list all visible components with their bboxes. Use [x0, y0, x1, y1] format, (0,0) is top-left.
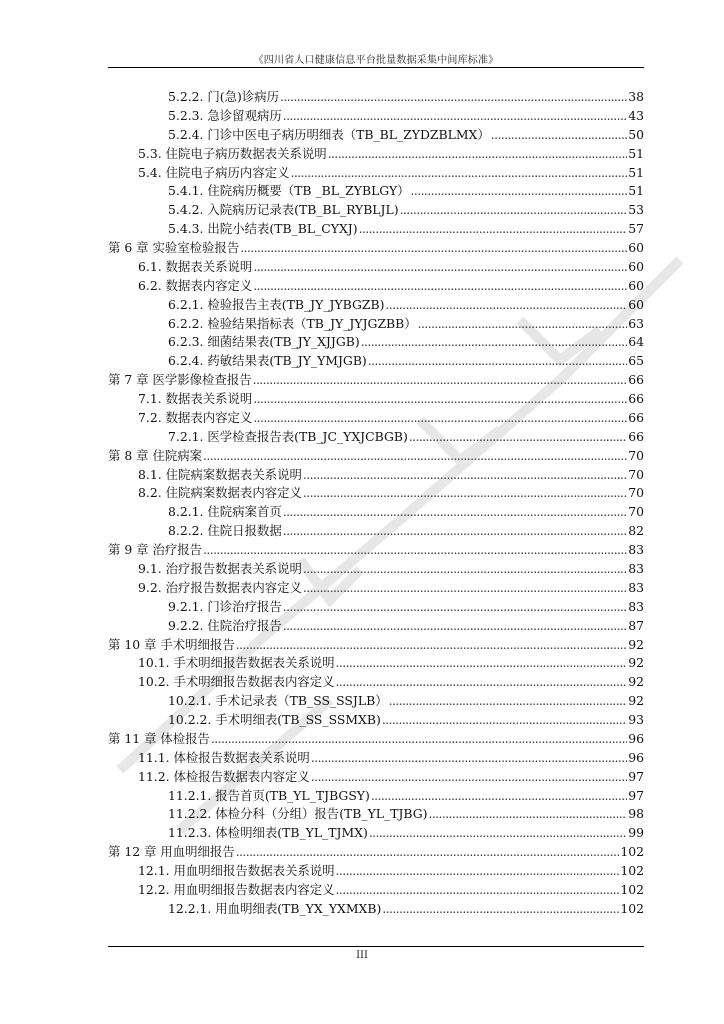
- toc-leader-dots: [429, 805, 628, 823]
- toc-entry[interactable]: [138, 466, 644, 484]
- toc-entry-page: 51: [628, 164, 644, 180]
- toc-entry[interactable]: [168, 352, 644, 370]
- toc-entry-page: 92: [628, 674, 644, 690]
- toc-entry-label: 第 7 章 医学影像检查报告: [108, 372, 252, 388]
- toc-entry-page: 66: [628, 409, 644, 425]
- toc-entry-label: 第 8 章 住院病案: [108, 447, 203, 463]
- toc-entry-page: 70: [628, 504, 644, 520]
- toc-leader-dots: [382, 711, 627, 729]
- header-rule: [108, 67, 644, 68]
- toc-entry[interactable]: [138, 258, 644, 276]
- toc-leader-dots: [369, 824, 627, 842]
- toc-leader-dots: [336, 673, 628, 691]
- toc-entry[interactable]: [138, 390, 644, 408]
- toc-leader-dots: [203, 541, 627, 559]
- toc-entry-page: 57: [628, 221, 644, 237]
- toc-entry[interactable]: [168, 88, 644, 106]
- toc-entry[interactable]: [168, 107, 644, 125]
- toc-entry-label: 7.1. 数据表关系说明: [138, 391, 253, 407]
- toc-entry[interactable]: [168, 617, 644, 635]
- toc-entry[interactable]: [168, 220, 644, 238]
- toc-entry-page: 96: [628, 749, 644, 765]
- toc-leader-dots: [283, 503, 627, 521]
- toc-entry[interactable]: [108, 371, 644, 389]
- toc-leader-dots: [336, 654, 628, 672]
- toc-entry[interactable]: [168, 428, 644, 446]
- toc-leader-dots: [303, 466, 627, 484]
- toc-entry[interactable]: [168, 711, 644, 729]
- toc-entry[interactable]: [138, 768, 644, 786]
- toc-entry-page: 92: [628, 655, 644, 671]
- toc-entry[interactable]: [168, 805, 644, 823]
- toc-entry-label: 12.2. 用血明细报告数据表内容定义: [138, 881, 335, 897]
- toc-entry-page: 66: [628, 372, 644, 388]
- toc-leader-dots: [211, 730, 627, 748]
- toc-entry[interactable]: [138, 145, 644, 163]
- toc-entry[interactable]: [168, 333, 644, 351]
- toc-entry[interactable]: [108, 541, 644, 559]
- toc-entry[interactable]: [168, 315, 644, 333]
- toc-entry-label: 6.2.1. 检验报告主表(TB_JY_JYBGZB): [168, 296, 385, 312]
- toc-entry[interactable]: [168, 598, 644, 616]
- toc-entry[interactable]: [138, 579, 644, 597]
- toc-entry-page: 92: [628, 693, 644, 709]
- toc-entry-page: 83: [628, 561, 644, 576]
- toc-entry[interactable]: [168, 787, 644, 805]
- toc-leader-dots: [385, 296, 627, 314]
- toc-entry-page: 102: [620, 881, 644, 897]
- toc-leader-dots: [253, 258, 627, 276]
- toc-entry-page: 60: [628, 277, 644, 293]
- toc-leader-dots: [400, 201, 628, 219]
- toc-entry-page: 102: [620, 844, 644, 860]
- toc-entry[interactable]: [108, 730, 644, 748]
- toc-entry-page: 82: [628, 523, 644, 539]
- toc-entry-label: 9.2. 治疗报告数据表内容定义: [138, 579, 302, 595]
- toc-leader-dots: [253, 390, 627, 408]
- toc-entry-page: 93: [628, 712, 644, 728]
- toc-entry[interactable]: [168, 182, 644, 200]
- toc-entry-label: 5.2.2. 门(急)诊病历: [168, 89, 280, 104]
- toc-entry-page: 51: [628, 145, 644, 161]
- toc-entry-page: 70: [628, 447, 644, 463]
- toc-leader-dots: [236, 843, 620, 861]
- toc-leader-dots: [280, 88, 627, 106]
- toc-entry-page: 83: [628, 542, 644, 558]
- toc-leader-dots: [389, 692, 628, 710]
- toc-entry-label: 11.1. 体检报告数据表关系说明: [138, 749, 310, 765]
- toc-entry-page: 66: [628, 391, 644, 407]
- toc-entry-label: 7.2. 数据表内容定义: [138, 409, 253, 425]
- toc-entry-page: 70: [628, 485, 644, 501]
- toc-leader-dots: [418, 315, 628, 333]
- toc-entry-label: 5.2.4. 门诊中医电子病历明细表（TB_BL_ZYDZBLMX）: [168, 126, 490, 142]
- toc-entry-label: 9.2.1. 门诊治疗报告: [168, 598, 282, 614]
- toc-leader-dots: [253, 409, 627, 427]
- toc-leader-dots: [491, 126, 627, 144]
- toc-leader-dots: [236, 636, 628, 654]
- toc-entry-page: 97: [628, 768, 644, 784]
- toc-entry-label: 6.2.4. 药敏结果表(TB_JY_YMJGB): [168, 353, 367, 369]
- toc-entry-label: 5.4.3. 出院小结表(TB_BL_CYXJ): [168, 221, 358, 237]
- toc-leader-dots: [311, 749, 627, 767]
- toc-leader-dots: [336, 862, 620, 880]
- toc-entry-label: 第 12 章 用血明细报告: [108, 844, 235, 860]
- toc-entry-label: 9.1. 治疗报告数据表关系说明: [138, 561, 302, 576]
- toc-leader-dots: [311, 768, 627, 786]
- toc-entry-label: 8.1. 住院病案数据表关系说明: [138, 466, 302, 482]
- toc-leader-dots: [328, 145, 628, 163]
- toc-entry[interactable]: [168, 692, 644, 710]
- toc-entry-label: 5.2.3. 急诊留观病历: [168, 107, 282, 123]
- toc-entry[interactable]: [108, 636, 644, 654]
- toc-entry-label: 9.2.2. 住院治疗报告: [168, 617, 282, 633]
- toc-entry-page: 64: [628, 334, 644, 350]
- toc-entry-page: 60: [628, 240, 644, 256]
- toc-leader-dots: [411, 182, 628, 200]
- page-number: III: [356, 950, 368, 961]
- toc-entry[interactable]: [138, 654, 644, 672]
- toc-leader-dots: [283, 598, 627, 616]
- toc-entry[interactable]: [168, 522, 644, 540]
- toc-entry[interactable]: [168, 900, 644, 918]
- toc-entry[interactable]: [138, 409, 644, 427]
- toc-entry-label: 10.2.2. 手术明细表(TB_SS_SSMXB): [168, 712, 381, 728]
- toc-leader-dots: [336, 881, 620, 899]
- toc-entry[interactable]: [138, 277, 644, 295]
- toc-entry[interactable]: [138, 881, 644, 899]
- toc-entry[interactable]: [168, 503, 644, 521]
- toc-leader-dots: [303, 560, 627, 578]
- toc-leader-dots: [283, 522, 627, 540]
- toc-entry-label: 5.3. 住院电子病历数据表关系说明: [138, 145, 327, 161]
- toc-entry-label: 11.2.2. 体检分科（分组）报告(TB_YL_TJBG): [168, 806, 428, 822]
- toc-entry-page: 60: [628, 258, 644, 274]
- toc-entry[interactable]: [168, 296, 644, 314]
- toc-entry-label: 8.2.1. 住院病案首页: [168, 504, 282, 520]
- toc-entry-page: 102: [620, 900, 644, 916]
- toc-leader-dots: [303, 579, 627, 597]
- toc-leader-dots: [359, 220, 628, 238]
- toc-entry-label: 6.1. 数据表关系说明: [138, 258, 253, 274]
- toc-entry-page: 70: [628, 466, 644, 482]
- toc-entry-page: 63: [628, 315, 644, 331]
- toc-leader-dots: [283, 617, 627, 635]
- toc-entry-page: 98: [628, 806, 644, 822]
- toc-entry[interactable]: [138, 862, 644, 880]
- toc-entry-label: 7.2.1. 医学检查报告表(TB_JC_YXJCBGB): [168, 428, 408, 444]
- toc-leader-dots: [409, 428, 627, 446]
- toc-leader-dots: [361, 333, 628, 351]
- footer-rule: [108, 946, 644, 947]
- toc-entry-label: 第 10 章 手术明细报告: [108, 636, 235, 652]
- page-header: 《四川省人口健康信息平台批量数据采集中间库标准》: [253, 55, 499, 66]
- toc-entry[interactable]: [138, 164, 644, 182]
- toc-entry-page: 66: [628, 428, 644, 444]
- toc-entry-label: 第 9 章 治疗报告: [108, 542, 203, 558]
- toc-entry-page: 87: [628, 617, 644, 633]
- toc-leader-dots: [303, 484, 627, 502]
- toc-entry-page: 50: [628, 126, 644, 142]
- toc-entry-page: 38: [628, 89, 644, 104]
- toc-entry-page: 102: [620, 863, 644, 879]
- toc-entry[interactable]: [168, 126, 644, 144]
- toc-entry-label: 6.2.2. 检验结果指标表（TB_JY_JYJGZBB）: [168, 315, 417, 331]
- toc-entry[interactable]: [138, 484, 644, 502]
- toc-entry-page: 97: [628, 787, 644, 803]
- toc-entry-label: 10.2. 手术明细报告数据表内容定义: [138, 674, 335, 690]
- toc-entry-label: 12.1. 用血明细报告数据表关系说明: [138, 863, 335, 879]
- toc-entry[interactable]: [168, 824, 644, 842]
- toc-entry-page: 96: [628, 730, 644, 746]
- toc-entry-label: 11.2.1. 报告首页(TB_YL_TJBGSY): [168, 787, 370, 803]
- toc-entry-label: 8.2. 住院病案数据表内容定义: [138, 485, 302, 501]
- toc-entry-label: 6.2. 数据表内容定义: [138, 277, 253, 293]
- toc-entry-label: 11.2.3. 体检明细表(TB_YL_TJMX): [168, 825, 368, 841]
- toc-leader-dots: [291, 164, 628, 182]
- toc-leader-dots: [253, 371, 628, 389]
- toc-entry-label: 5.4.2. 入院病历记录表(TB_BL_RYBLJL): [168, 202, 399, 218]
- toc-entry[interactable]: [108, 239, 644, 257]
- toc-leader-dots: [283, 107, 627, 125]
- toc-entry-page: 83: [628, 579, 644, 595]
- toc-entry-page: 99: [628, 825, 644, 841]
- toc-leader-dots: [253, 277, 627, 295]
- toc-entry-page: 51: [628, 183, 644, 199]
- toc-entry-page: 60: [628, 296, 644, 312]
- toc-entry[interactable]: [138, 560, 644, 578]
- toc-entry-label: 第 11 章 体检报告: [108, 730, 210, 746]
- toc-leader-dots: [240, 239, 627, 257]
- toc-leader-dots: [371, 787, 627, 805]
- toc-leader-dots: [368, 352, 627, 370]
- toc-entry-label: 5.4. 住院电子病历内容定义: [138, 164, 290, 180]
- toc-leader-dots: [203, 447, 627, 465]
- toc-entry-label: 6.2.3. 细菌结果表(TB_JY_XJJGB): [168, 334, 360, 350]
- toc-entry-page: 53: [628, 202, 644, 218]
- toc-entry-label: 12.2.1. 用血明细表(TB_YX_YXMXB): [168, 900, 382, 916]
- toc-entry[interactable]: [168, 201, 644, 219]
- toc-leader-dots: [382, 900, 619, 918]
- toc-entry-label: 8.2.2. 住院日报数据: [168, 523, 282, 539]
- toc-entry[interactable]: [138, 673, 644, 691]
- toc-entry-label: 第 6 章 实验室检验报告: [108, 240, 240, 256]
- toc-entry-label: 11.2. 体检报告数据表内容定义: [138, 768, 310, 784]
- toc-entry[interactable]: [108, 447, 644, 465]
- toc-entry-label: 5.4.1. 住院病历概要（TB _BL_ZYBLGY）: [168, 183, 410, 199]
- toc-entry-page: 65: [628, 353, 644, 369]
- toc-entry-label: 10.1. 手术明细报告数据表关系说明: [138, 655, 335, 671]
- toc-entry-page: 92: [628, 636, 644, 652]
- toc-entry-page: 83: [628, 598, 644, 614]
- toc-entry-page: 43: [628, 107, 644, 123]
- toc-entry[interactable]: [138, 749, 644, 767]
- toc-entry[interactable]: [108, 843, 644, 861]
- toc-entry-label: 10.2.1. 手术记录表（TB_SS_SSJLB）: [168, 693, 388, 709]
